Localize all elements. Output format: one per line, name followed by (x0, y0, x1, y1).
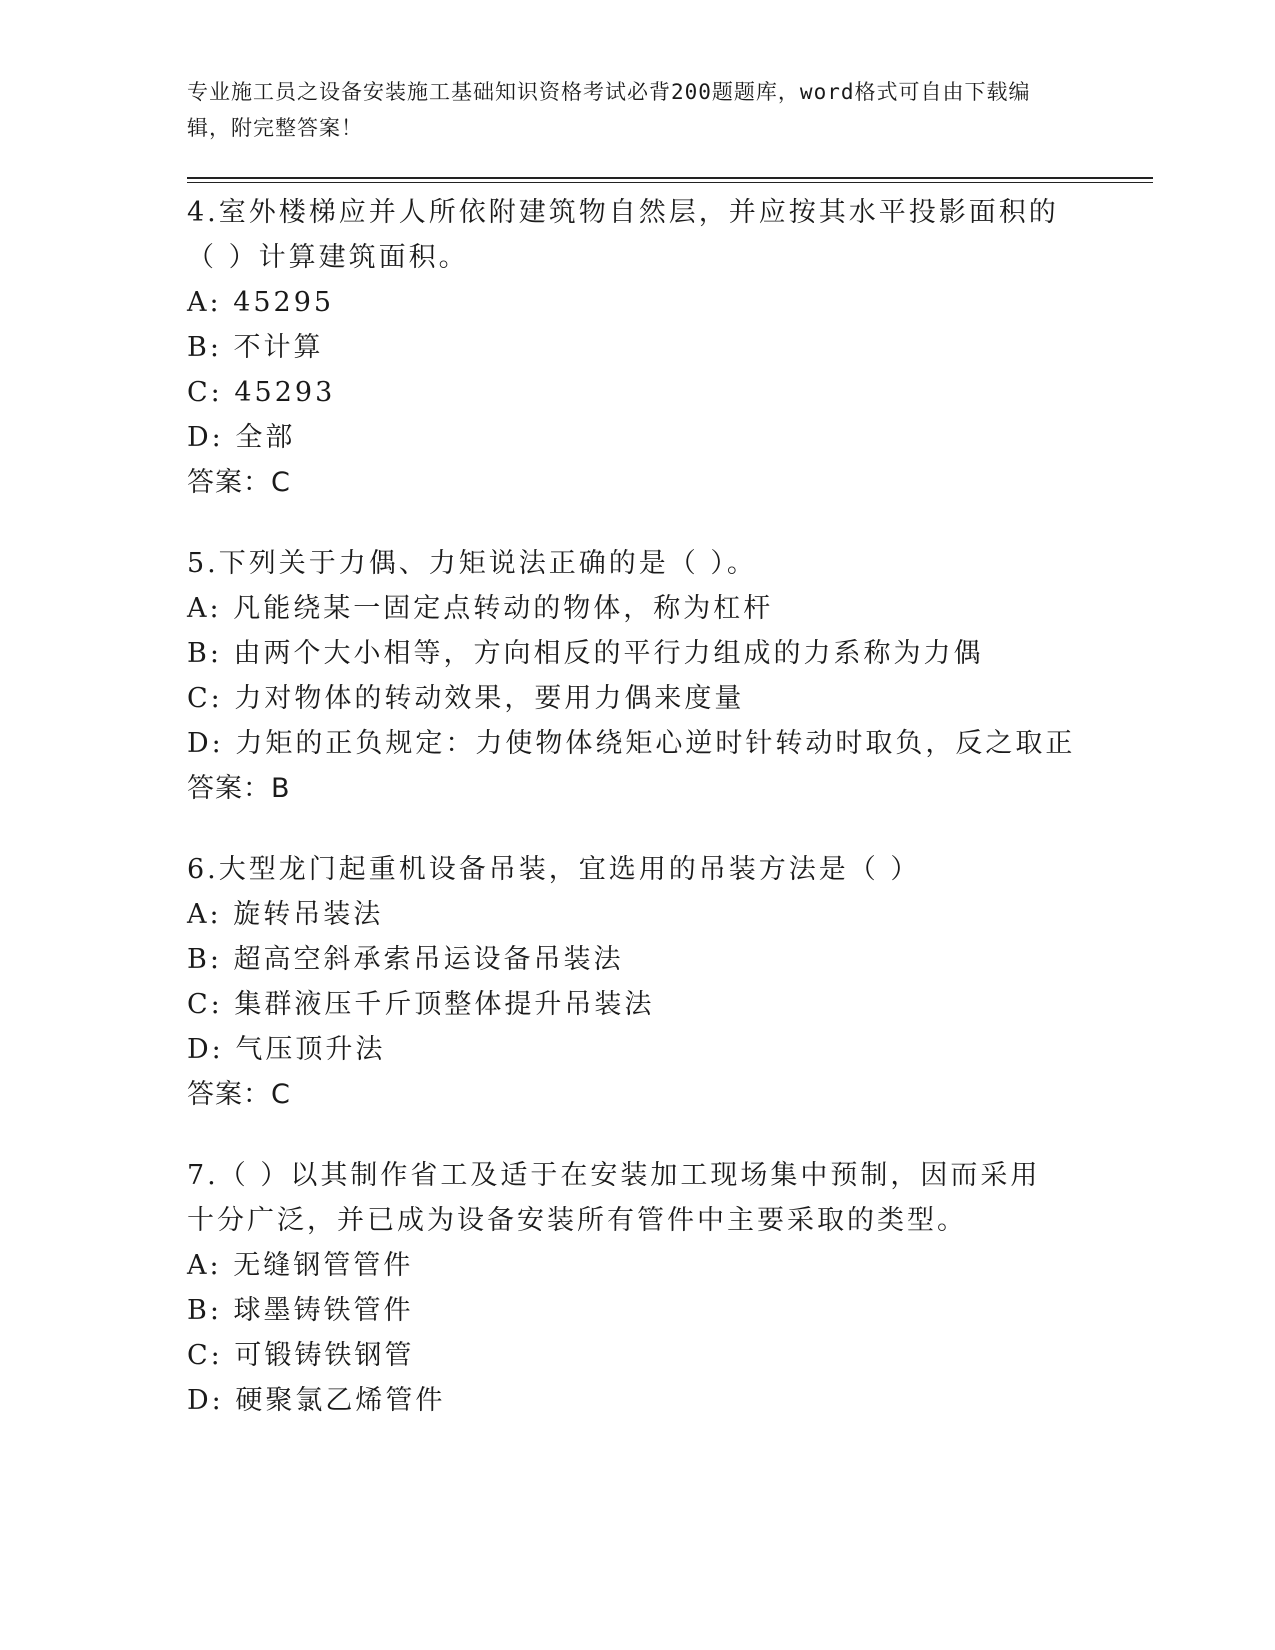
option-key: D: (187, 422, 224, 453)
option-text: 凡能绕某一固定点转动的物体，称为杠杆 (233, 593, 774, 624)
option-a (187, 1243, 1087, 1288)
answer-line: 答案：B (187, 773, 291, 804)
answer-line: 答案：C (187, 467, 291, 498)
option-key: A: (187, 593, 222, 624)
option-b (187, 631, 1087, 676)
option-d (187, 1027, 1087, 1072)
option-key: C: (187, 377, 223, 408)
option-text: 无缝钢管管件 (233, 1250, 414, 1281)
question-item (187, 847, 1087, 1117)
option-key: B: (187, 638, 222, 669)
option-key: B: (187, 1295, 222, 1326)
option-key: B: (187, 944, 222, 975)
option-key: D: (187, 1385, 224, 1416)
option-text: 气压顶升法 (235, 1034, 386, 1065)
option-key: A: (187, 1250, 222, 1281)
option-text: 超高空斜承索吊运设备吊装法 (233, 944, 624, 975)
option-key: C: (187, 683, 223, 714)
option-text: 硬聚氯乙烯管件 (235, 1385, 446, 1416)
question-text: 6.大型龙门起重机设备吊装，宜选用的吊装方法是（ ） (187, 854, 921, 885)
option-key: D: (187, 1034, 224, 1065)
option-c (187, 982, 1087, 1027)
option-key: B: (187, 332, 222, 363)
option-key: A: (187, 287, 222, 318)
header-divider-thin (187, 182, 1153, 183)
option-key: C: (187, 989, 223, 1020)
option-c (187, 676, 1087, 721)
option-c (187, 370, 1087, 415)
question-item (187, 190, 1087, 505)
option-text: 集群液压千斤顶整体提升吊装法 (234, 989, 655, 1020)
answer-line: 答案：C (187, 1079, 291, 1110)
option-key: D: (187, 728, 224, 759)
option-b (187, 325, 1087, 370)
question-text: 5.下列关于力偶、力矩说法正确的是（ ）。 (187, 548, 757, 579)
option-text: 力对物体的转动效果，要用力偶来度量 (234, 683, 745, 714)
question-text: 7.（ ）以其制作省工及适于在安装加工现场集中预制，因而采用十分广泛，并已成为设备安装所有管件中主要采取的类型。 (187, 1160, 1041, 1236)
option-c (187, 1333, 1087, 1378)
option-a (187, 280, 1087, 325)
document-header: 专业施工员之设备安装施工基础知识资格考试必背200题题库，word格式可自由下载编辑，附完整答案！ (187, 80, 1031, 140)
option-text: 旋转吊装法 (233, 899, 384, 930)
option-text: 45295 (233, 287, 335, 318)
option-a (187, 586, 1087, 631)
option-text: 由两个大小相等，方向相反的平行力组成的力系称为力偶 (233, 638, 984, 669)
question-item (187, 1153, 1087, 1423)
option-d (187, 415, 1087, 460)
option-d (187, 721, 1087, 766)
option-text: 可锻铸铁钢管 (234, 1340, 415, 1371)
option-text: 全部 (235, 422, 296, 453)
question-text: 4.室外楼梯应并人所依附建筑物自然层，并应按其水平投影面积的（ ）计算建筑面积。 (187, 197, 1059, 273)
option-text: 不计算 (233, 332, 324, 363)
option-d (187, 1378, 1087, 1423)
option-text: 球墨铸铁管件 (233, 1295, 414, 1326)
option-b (187, 937, 1087, 982)
option-text: 45293 (234, 377, 336, 408)
header-divider (187, 177, 1153, 179)
option-b (187, 1288, 1087, 1333)
option-text: 力矩的正负规定：力使物体绕矩心逆时针转动时取负，反之取正 (235, 728, 1076, 759)
option-key: A: (187, 899, 222, 930)
question-item (187, 541, 1087, 811)
question-list (187, 190, 1087, 1459)
option-key: C: (187, 1340, 223, 1371)
option-a (187, 892, 1087, 937)
